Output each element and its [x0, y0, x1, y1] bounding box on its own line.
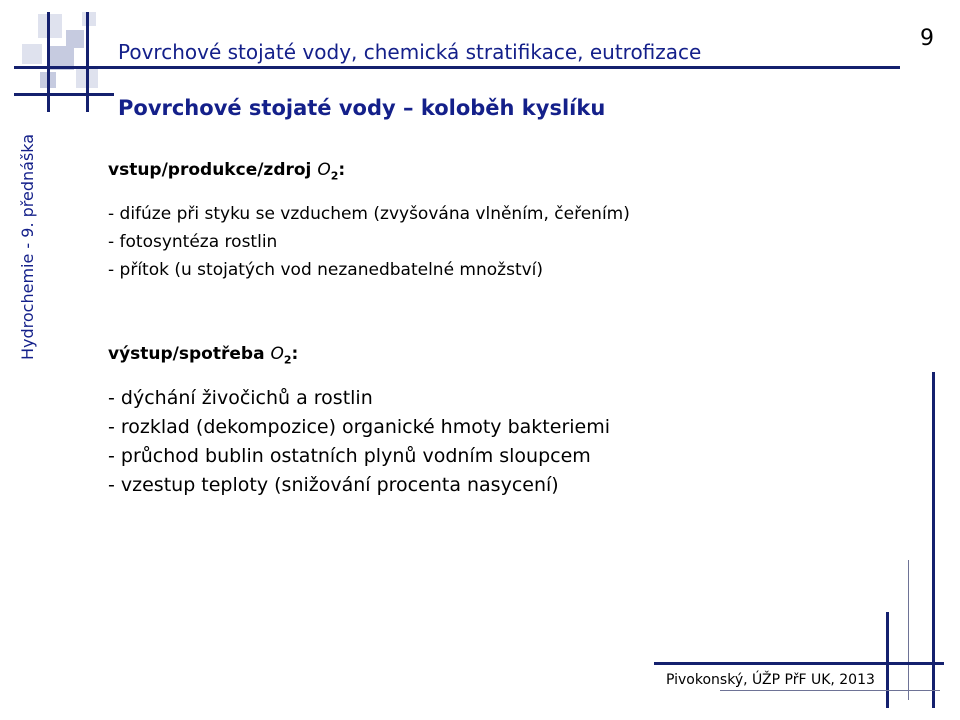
output-section-heading — [108, 344, 298, 366]
oxygen-symbol: O — [270, 344, 284, 364]
decor-square — [38, 14, 62, 38]
list-item: - přítok (u stojatých vod nezanedbatelné množství) — [108, 260, 544, 280]
decor-line — [86, 12, 89, 112]
list-item: - dýchání živočichů a rostlin — [108, 387, 373, 409]
side-label: Hydrochemie - 9. přednáška — [18, 133, 37, 360]
list-item: - rozklad (dekompozice) organické hmoty bakteriemi — [108, 416, 611, 438]
decor-square — [82, 12, 96, 26]
slide-title: Povrchové stojaté vody – koloběh kyslíku — [118, 96, 606, 120]
input-section-heading — [108, 160, 345, 182]
header-title: Povrchové stojaté vody, chemická stratifikace, eutrofizace — [118, 40, 702, 64]
list-item: - průchod bublin ostatních plynů vodním sloupcem — [108, 445, 591, 467]
decor-line — [14, 93, 114, 96]
decor-line — [908, 560, 909, 700]
oxygen-symbol: O — [317, 160, 331, 180]
decor-square — [22, 44, 42, 64]
heading-colon: : — [338, 160, 346, 180]
decor-line — [932, 372, 935, 708]
list-item: - difúze při styku se vzduchem (zvyšována vlněním, čeřením) — [108, 204, 630, 224]
output-list — [108, 384, 610, 500]
decor-line — [886, 612, 889, 708]
page-number: 9 — [920, 26, 934, 51]
decor-line — [654, 662, 944, 665]
decor-line — [720, 690, 940, 691]
decor-line — [14, 66, 900, 69]
list-item: - vzestup teploty (snižování procenta nasycení) — [108, 474, 559, 496]
output-heading-text: výstup/spotřeba — [108, 344, 265, 364]
oxygen-subscript: 2 — [283, 353, 292, 367]
input-list — [108, 200, 630, 284]
oxygen-subscript: 2 — [330, 169, 339, 183]
input-heading-text: vstup/produkce/zdroj — [108, 160, 312, 180]
decor-line — [47, 12, 50, 112]
footer-credit: Pivokonský, ÚŽP PřF UK, 2013 — [666, 672, 875, 688]
list-item: - fotosyntéza rostlin — [108, 232, 278, 252]
heading-colon: : — [291, 344, 299, 364]
